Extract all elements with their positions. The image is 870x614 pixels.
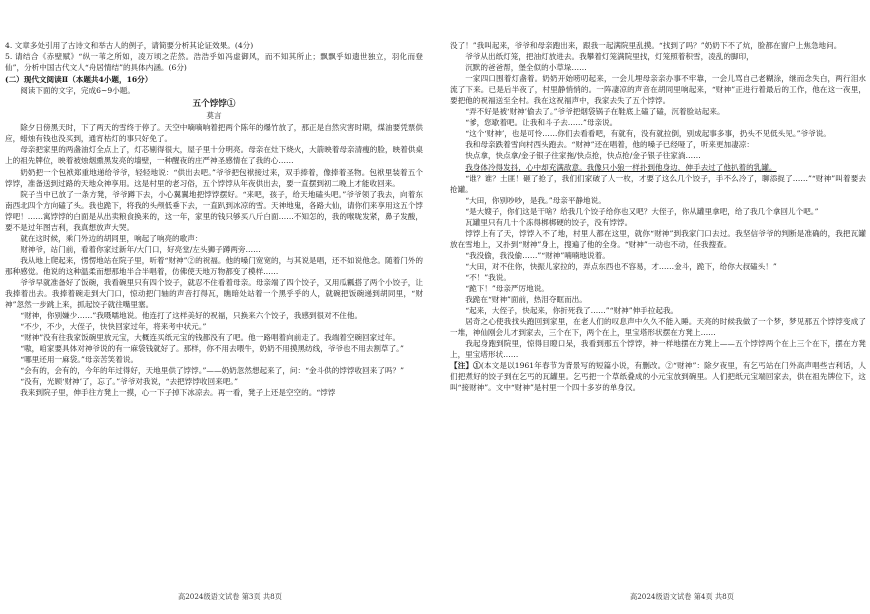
- paragraph: “这个‘财神’，也是可怜……你们去看看吧，有就有，没有就拉倒，别成起事多事，扔头不见低头见。”爷爷说。: [465, 129, 831, 139]
- section-heading: (二）现代文阅读Ⅱ（本题共4小题，16分）: [5, 75, 153, 85]
- paragraph: “爹，您歇着吧。让我和斗子去……”母亲说。: [465, 118, 618, 128]
- paragraph: 奶奶把一个包袱郑重地递给爷爷，轻轻地说：“供出去吧。”爷爷把包袱接过来，双手捧着，像捧着圣物。包袱里装着五个饽饽，准备送到过路的天地众神享用。这是村里的老习俗，五个饽饽从年夜供出去，要一直摆到初二晚上才能收回来。: [5, 167, 423, 188]
- underlined-sentence: 我身体冷得发抖，心中却充满敌意。我像只小狼一样扑到他身边，伸手去过了他扒着的乳罐。: [465, 162, 777, 172]
- left-page-footer: 高2024级语文试卷 第3页 共8页: [178, 592, 282, 601]
- paragraph: 我和母亲跌着雪向村西头跑去。“财神”还在唱着，他的嗓子已经哑了，听来更加凄凉：: [465, 140, 754, 150]
- paragraph: “不！”我说。: [465, 272, 511, 282]
- paragraph: “嗷，咱家要具体对神爷说的有一麻袋钱就好了。那样，你不用去喂牛，奶奶不用摸黑纺线，爷爷也不用去割草了。”: [20, 344, 404, 354]
- paragraph: 没了！”我叫起来，爷爷和母亲跑出来，跟我一起满院里乱摸。“找到了吗？”奶奶下不了炕，脸都在窗户上焦急地问。: [450, 41, 842, 50]
- paragraph: “谁？谁？土匪！砸了抢了，我们们家破了人一枚，才要了这么几个饺子，手不么冷了，聊添捉了……”“财神”叫着要去抢罐。: [450, 173, 866, 194]
- paragraph: 居奇之心使我找头跑回到家里，在老人们的叹息声中久久不能入睡。天亮的时候我做了一个梦，梦见那五个饽饽变成了一堆，神仙刚会儿才到家去，三个在下，两个在上，里宝塔形状摆在方凳上……: [450, 317, 866, 338]
- footnote: [450, 360, 866, 393]
- paragraph: “弄不好是被‘财神’偷去了。”爷爷把烟袋锅子在鞋底上磕了磕，沉着脸站起来。: [465, 107, 725, 117]
- paragraph: 瓦罐里只有几十个冻得梆梆硬的饺子，没有饽饽。: [465, 217, 633, 227]
- question-5: 5. 请结合《赤壁赋》“纵一苇之所如，凌万顷之茫然。浩浩乎如冯虚御风，而不知其所止；飘飘乎如遗世独立，羽化而登仙”，分析中国古代文人“舟居情结”的具体内涵。(6分): [5, 52, 423, 73]
- paragraph: 我来到院子里，伸手往方凳上一摸，心一下子掉下冰凉去。再一看，凳子上还是空空的。“饽饽: [20, 388, 336, 398]
- paragraph: 我从地上爬起来，愣愣地站在院子里，听着“财神”②的祝福。他的嗓门宽宽的，与其说是唱，还不如说他念。随着门外的那种感觉。他说的这种温柔而想那地半合半唱着，仿佛使天地万物都变了模样……: [5, 255, 423, 276]
- paragraph: “哪里还用一麻袋。”母亲苦笑着说。: [20, 355, 139, 365]
- paragraph: 爷爷早就准备好了饭碗，我看碗里只有四个饺子，就忍不住看着母亲。母亲端了四个饺子，又用瓜瓤搭了两个小饺子，让我捧着出去。我捧着碗走到大门口，惊动把门轴的声音打得瓦，瞧暗处站着一个黑乎乎的人，就碗把饭碗递到胡同里，“财神”忽然一步跳上来，抓起饺子就往嘴里塞。: [5, 277, 423, 310]
- question-4: 4. 文章多处引用了古诗文和举古人的例子，请简要分析其论证效果。(4分): [5, 41, 254, 50]
- right-page-footer: 高2024级语文试卷 第4页 共8页: [630, 592, 734, 601]
- footnote-label: 【注】①: [450, 361, 481, 371]
- paragraph: “会有的，会有的，今年的年过得好，天地里供了饽饽。”——奶奶忽然想起来了，问：“金斗供的饽饽收回来了吗？”: [20, 366, 405, 376]
- footnote-text: (本文是以1961年春节为背景写的短篇小说，有删改。②“财神”：除夕夜里，有乞丐站在门外高声唱些吉利话，人们把煮好的饺子到在乞丐的瓦罐里。乞丐把一个草纸叠成的小元宝放到碗里。人们把纸元宝端回家去，供在祖先牌位下，这叫“接财神”。文中“财神”是村里一个四十多岁的单身汉。: [450, 361, 866, 393]
- paragraph: “是大嫂子，你们这是干啥？给我几个饺子给你也又吧？大侄子，你从罐里拿吧，给了我几个拿回儿个吧。”: [465, 206, 819, 216]
- paragraph: 母亲把家里的两盏油灯全点上了，灯芯剔得很大，屋子里十分明亮。母亲在灶下烧火，大箭映着母亲清瘦的脸，映着供桌上的祖先牌位，映着被烛烟熏黑发亮的墙壁，一种醒夜的庄严神圣感情在了我的心……: [5, 145, 423, 166]
- paragraph: 快点拿，快点拿/金子银子往家拖/快点抢，快点抢/金子银子往家淌……: [465, 151, 701, 161]
- paragraph: 我起身跑到院里，惊得目瞪口呆，我看到那五个饽饽，神一样地摆在方凳上——五个饽饽两个在上三个在下，摆在方凳上，里宝塔形状……: [450, 339, 866, 360]
- paragraph: 沉默的爸爸帮，堡全似的小草垛……: [465, 63, 587, 73]
- paragraph: “跪下！”母亲严厉地说。: [465, 284, 549, 294]
- reading-instruction: 阅读下面的文字，完成6~9小题。: [20, 86, 135, 96]
- left-page: [5, 40, 423, 586]
- paragraph: “不少，不少，大侄子，快快回家过年，将来考中状元。”: [20, 322, 207, 332]
- paragraph: 就在这时候，乘门外边的胡同里，响起了响亮的歌声：: [20, 233, 203, 243]
- paragraph: “大田，你别吵吵，是我。”母亲平静地说。: [465, 195, 606, 205]
- story-author: 莫言: [206, 111, 222, 121]
- paragraph: “财神，你别嫌少……”我嗫嚅地说。他连打了这样美好的祝福，只换来六个饺子，我感到很对不住他。: [20, 311, 363, 321]
- paragraph: 饽饽上有了天，饽饽入不了地，村里人都在这里，就你“财神”到我家门口去过。我坚信爷爷的判断是准确的，我把瓦罐放在雪地上，又扑到“财神”身上，搜遍了他的全身。“财神”一动也不动，任我搜查。: [450, 228, 866, 249]
- right-page: [450, 40, 866, 586]
- paragraph: 一家四口围着灯盏着。奶奶开始唠叨起来，一会儿埋母亲亲办事不牢靠，一会儿骂自己老糊涂，继而念失白，两行泪水流了下来。已是后半夜了，村里静悄悄的。一阵凄凉的声音在胡同里响起来，“财神”正进行着最后的工作，他在这一夜里，要把他的祝福送至全村。我在这祝福声中，我家去失了五个饽饽。: [450, 74, 866, 106]
- paragraph: “大田，对不住你，快振儿家拉的，弄点东西也不容易，才……金斗，跪下，给你大叔磕头！”: [465, 261, 777, 271]
- paragraph: “我没偷，我没偷……”“财神”喃喃地说着。: [465, 250, 610, 260]
- paragraph: 院子当中已放了一条方凳，爷爷蹲下去，小心翼翼地把饽饽摆好。“来吧，孩子，给天地磕头吧。”爷爷领了我去，向着东南西北四个方向磕了头。我也跪下，将我的头颅低垂下去，一直趴到冰凉的雪。天神地鬼，各路大仙，请你们来享用这五个饽饽吧！……寓饽饽的白面是从出卖粮食换来的，这一年，家里的钱只够买八斤白面……不知怎的，我的喉咙发紧，鼻子发酸，要不是过年图吉利，我真想放声大哭。: [5, 189, 423, 232]
- paragraph: 财神爷，站门前，看着你家过新年/大门口，好亮堂/左头狮子蹲两旁……: [20, 244, 261, 254]
- story-title: 五个饽饽①: [192, 99, 236, 110]
- paragraph: 除夕日傍黑天时，下了两天的雪终于停了。天空中嘀嘀响着把两个陈年的爆竹放了，那正是自然灾害时期，煤油要凭票供应，蜡烛有钱也没买到，通宵枯灯的事只好免了。: [5, 123, 423, 144]
- paragraph: “财神”没有往我家饭碗里放元宝，大概连买纸元宝的钱都没有了吧。他一路唱着向前走了。我端着空碗回家过年。: [20, 333, 401, 343]
- paragraph: 爷爷从出纸灯笼，把油灯放进去。我攀着灯笼满院里找，灯笼照着积雪，凌乱的脚印，: [465, 52, 754, 62]
- paragraph: 我跪在“财神”面前，热泪夺眶而出。: [465, 295, 587, 305]
- paragraph: “没有，光顾‘财神’了，忘了。”爷爷对我说，“去把饽饽收回来吧。”: [20, 377, 238, 387]
- paragraph: “起来，大侄子，快起来，你折死我了……”“财神”伸手拉起我。: [465, 306, 679, 316]
